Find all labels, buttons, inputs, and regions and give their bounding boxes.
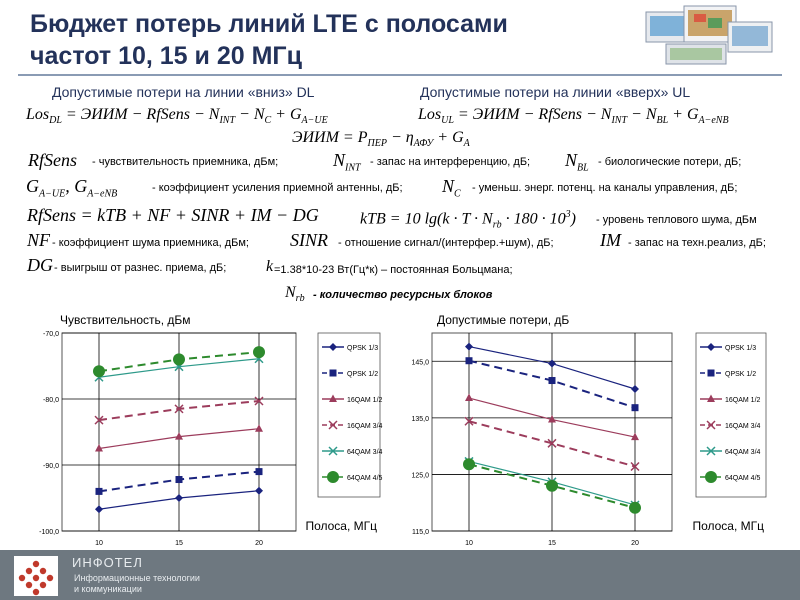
x-tick-label: 10 [95, 540, 103, 547]
symbol-dg: DG [27, 255, 53, 275]
data-point [93, 365, 105, 377]
x-tick-label: 20 [631, 540, 639, 547]
legend-label: QPSK 1/3 [347, 345, 379, 352]
x-axis-label: Полоса, МГц [305, 519, 377, 533]
y-tick-label: -100,0 [39, 529, 59, 536]
sensitivity-chart [28, 325, 384, 547]
data-point [632, 404, 639, 411]
legend-marker [330, 370, 337, 377]
symbol-nrb: $N_{rb}$ [285, 284, 305, 305]
symbol-im: IM [600, 230, 621, 250]
legend-marker [327, 471, 339, 483]
footer-bar [0, 550, 800, 600]
y-tick-label: 145,0 [411, 359, 429, 367]
x-tick-label: 20 [255, 540, 263, 547]
legend-label: 64QAM 4/5 [347, 475, 383, 482]
definition-ktb: - уровень теплового шума, дБм [596, 214, 757, 226]
symbol-k: k [266, 258, 274, 275]
title-line-2: частот 10, 15 и 20 МГц [30, 42, 302, 70]
chart-sensitivity-title: Чувствительность, дБм [60, 313, 191, 327]
slide-title [30, 8, 590, 72]
definition-ga: - коэффициент усиления приемной антенны, дБ; [152, 182, 403, 194]
x-tick-label: 10 [465, 540, 473, 547]
formula-rfsens: RfSens = kTB + NF + SINR + IM − DG [27, 205, 319, 225]
definition-nc: - уменьш. энерг. потенц. на каналы управления, дБ; [472, 182, 738, 194]
symbol-nbl: $N_{BL}$ [565, 150, 589, 174]
data-point [463, 458, 475, 470]
data-point [546, 480, 558, 492]
symbol-sinr: SINR [290, 230, 328, 250]
brand-tagline-line-1: Информационные технологии [74, 573, 200, 583]
x-axis-label: Полоса, МГц [692, 519, 764, 533]
data-point [173, 353, 185, 365]
y-tick-label: 115,0 [412, 529, 429, 536]
title-divider [18, 74, 782, 76]
screens-illustration-icon [646, 4, 774, 66]
brand-tagline-line-2: и коммуникации [74, 584, 142, 594]
y-tick-label: 135,0 [411, 415, 429, 423]
formula-los-dl: Los$_{DL}$ = ЭИИМ − RfSens − $N_{INT} - N_C + G_{A-UE}$ [26, 106, 328, 127]
definition-rfsens: - чувствительность приемника, дБм; [92, 156, 279, 168]
legend-box [318, 333, 380, 497]
chart-losses-title: Допустимые потери, дБ [437, 313, 570, 327]
legend-label: 64QAM 3/4 [347, 449, 383, 456]
legend-marker [708, 370, 715, 377]
data-point [176, 476, 183, 483]
legend-label: 64QAM 3/4 [725, 449, 761, 456]
definition-nf: - коэффициент шума приемника, дБм; [52, 237, 249, 249]
data-point [466, 357, 473, 364]
y-tick-label: -70,0 [43, 331, 59, 338]
infotel-logo-icon [14, 556, 58, 596]
legend-label: 64QAM 4/5 [725, 475, 761, 482]
definition-k: =1.38*10-23 Вт(Гц*к) – постоянная Больцмана; [274, 264, 513, 276]
symbol-rfsens: RfSens [28, 150, 77, 170]
data-point [549, 377, 556, 384]
data-point [253, 346, 265, 358]
legend-label: 16QAM 1/2 [725, 397, 761, 404]
legend-label: QPSK 1/3 [725, 345, 757, 352]
definition-dg: - выигрыш от разнес. приема, дБ; [54, 262, 227, 274]
x-tick-label: 15 [548, 540, 556, 547]
legend-label: QPSK 1/2 [725, 371, 757, 378]
definition-sinr: - отношение сигнал/(интерфер.+шум), дБ; [338, 237, 554, 249]
formula-ktb: kTB = 10 $\lg(k \cdot T \cdot N_{rb} \cdot 180 \cdot 10^3)$ [360, 209, 576, 231]
legend-marker [705, 471, 717, 483]
legend-label: 16QAM 1/2 [347, 397, 383, 404]
y-tick-label: 125,0 [411, 472, 429, 480]
header-uplink: Допустимые потери на линии «вверх» UL [420, 84, 691, 100]
definition-im: - запас на техн.реализ, дБ; [628, 237, 766, 249]
definition-nint: - запас на интерференцию, дБ; [370, 156, 531, 168]
header-downlink: Допустимые потери на линии «вниз» DL [52, 84, 315, 100]
y-tick-label: -90,0 [43, 463, 59, 470]
brand-name: ИНФОТЕЛ [72, 555, 143, 570]
legend-box [696, 333, 766, 497]
legend-label: 16QAM 3/4 [347, 423, 383, 430]
symbol-nint: $N_{INT}$ [333, 150, 361, 174]
definition-nrb: - количество ресурсных блоков [313, 289, 493, 301]
legend-label: 16QAM 3/4 [725, 423, 761, 430]
formula-eirp: ЭИИМ = $P_{ПЕР} - \eta_{АФУ} + G_A$ [292, 129, 470, 150]
formula-los-ul: Los$_{UL}$ = ЭИИМ − RfSens − $N_{INT} - N_{BL} + G_{A-eNB}$ [418, 106, 729, 127]
data-point [629, 502, 641, 514]
allowed-losses-chart [398, 325, 770, 547]
x-tick-label: 15 [175, 540, 183, 547]
legend-label: QPSK 1/2 [347, 371, 379, 378]
definition-nbl: - биологические потери, дБ; [598, 156, 742, 168]
symbol-ga: $G_{A-UE}$, $G_{A-eNB}$ [26, 176, 118, 200]
data-point [256, 468, 263, 475]
y-tick-label: -80,0 [43, 397, 59, 404]
data-point [96, 488, 103, 495]
title-line-1: Бюджет потерь линий LTE с полосами [30, 10, 508, 38]
symbol-nc: $N_C$ [442, 176, 461, 200]
symbol-nf: NF [27, 230, 51, 250]
